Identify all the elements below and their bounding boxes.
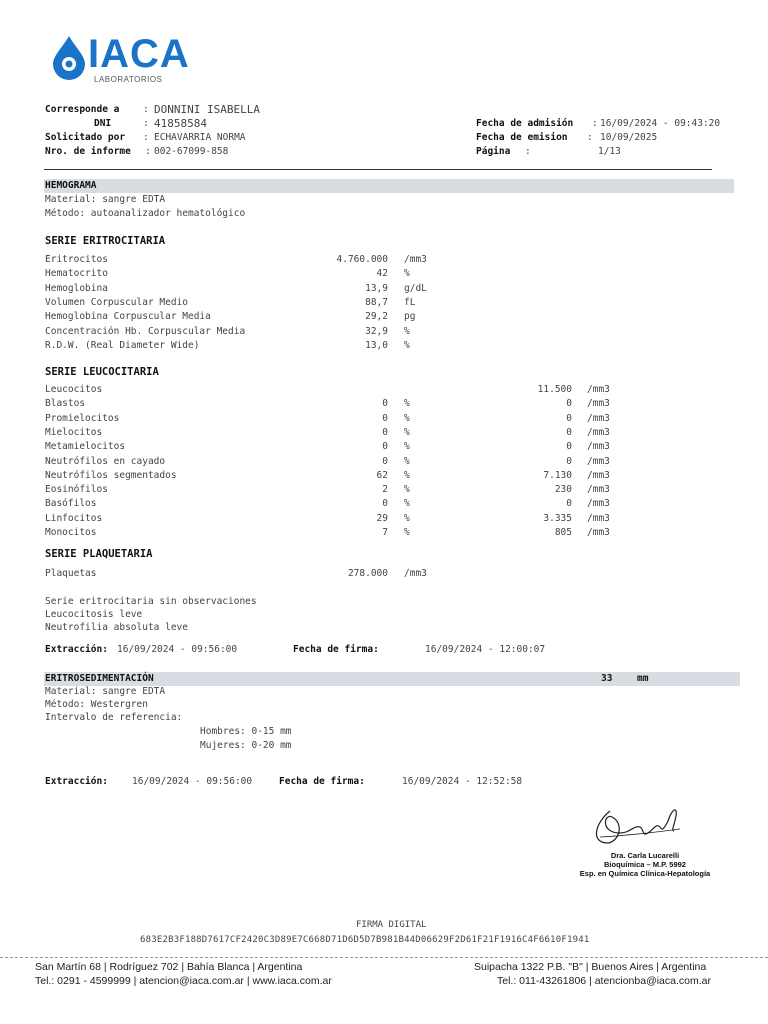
drop-icon bbox=[50, 34, 88, 80]
leuco-row-pct-unit: % bbox=[404, 512, 410, 524]
date-colon: : bbox=[592, 118, 598, 129]
signer-block bbox=[560, 851, 730, 878]
patient-label: Corresponde a bbox=[45, 104, 120, 115]
leuco-row-pct-unit: % bbox=[404, 398, 410, 410]
observation-line: Leucocitosis leve bbox=[45, 609, 143, 620]
eritro-row-name: Hematocrito bbox=[45, 268, 108, 280]
signer-name: Dra. Carla Lucarelli bbox=[610, 851, 680, 860]
date-label: Fecha de emision bbox=[476, 132, 568, 143]
eritro-row-unit: fL bbox=[404, 296, 416, 308]
eritro-row-name: Eritrocitos bbox=[45, 254, 108, 265]
leuco-row-name: Promielocitos bbox=[45, 412, 120, 424]
leuco-row-name: Blastos bbox=[45, 398, 86, 410]
patient-colon: : bbox=[143, 104, 149, 115]
firma-label: Fecha de firma: bbox=[293, 644, 379, 655]
date-value: 1/13 bbox=[598, 146, 621, 157]
eritro-row-value: 42 bbox=[376, 268, 388, 280]
signer-specialty: Esp. en Química Clínica-Hepatología bbox=[579, 869, 711, 878]
eritro-row-value: 4.760.000 bbox=[336, 254, 388, 265]
patient-label: Solicitado por bbox=[45, 132, 126, 143]
leuco-row-abs-unit: /mm3 bbox=[587, 498, 610, 510]
leuco-row-pct: 0 bbox=[382, 455, 388, 467]
footer-divider bbox=[0, 957, 768, 958]
date-colon: : bbox=[587, 132, 593, 143]
date-value: 10/09/2025 bbox=[600, 132, 658, 143]
eritro-row-name: R.D.W. (Real Diameter Wide) bbox=[45, 339, 200, 351]
observation-line: Neutrofilia absoluta leve bbox=[45, 622, 188, 633]
leuco-row-name: Neutrófilos segmentados bbox=[45, 469, 177, 481]
leuco-row-abs-unit: /mm3 bbox=[587, 398, 610, 410]
leuco-row-abs-unit: /mm3 bbox=[587, 469, 610, 481]
leuco-row-abs-unit: /mm3 bbox=[587, 455, 610, 467]
leuco-row-pct: 0 bbox=[382, 498, 388, 510]
patient-label: DNI bbox=[94, 118, 112, 129]
eritro-row-unit: /mm3 bbox=[404, 254, 427, 265]
leuco-row-pct: 2 bbox=[382, 484, 388, 496]
leuco-row-abs-unit: /mm3 bbox=[587, 484, 610, 496]
eritro-row-unit: % bbox=[404, 268, 410, 280]
leuco-row-abs: 3.335 bbox=[543, 512, 572, 524]
leuco-row-pct: 0 bbox=[382, 426, 388, 438]
plaquetas-value: 278.000 bbox=[347, 568, 388, 579]
date-label: Página bbox=[476, 146, 511, 157]
patient-value: 41858584 bbox=[154, 117, 207, 130]
hemograma-method: Método: autoanalizador hematológico bbox=[45, 208, 246, 219]
leuco-row-pct-unit: % bbox=[404, 412, 410, 424]
firma2-value: 16/09/2024 - 12:52:58 bbox=[402, 776, 523, 787]
leuco-row-pct-unit: % bbox=[404, 469, 410, 481]
eritrosed-value: 33 bbox=[601, 673, 613, 684]
eritrosed-material: Material: sangre EDTA bbox=[45, 686, 166, 697]
plaquetas-unit: /mm3 bbox=[404, 568, 427, 579]
leuco-row-abs-unit: /mm3 bbox=[587, 412, 610, 424]
eritro-row-name: Volumen Corpuscular Medio bbox=[45, 296, 188, 308]
leuco-row-name: Eosinófilos bbox=[45, 484, 108, 496]
eritro-row-value: 13,9 bbox=[365, 282, 388, 294]
header-divider bbox=[44, 169, 712, 170]
signer-title: Bioquímica – M.P. 5992 bbox=[604, 860, 686, 869]
leuco-row-name: Leucocitos bbox=[45, 384, 103, 395]
footer-address-bsas: Suipacha 1322 P.B. "B" | Buenos Aires | Argentina bbox=[474, 961, 707, 973]
eritrosed-ref-label: Intervalo de referencia: bbox=[45, 712, 183, 723]
leuco-row-pct: 0 bbox=[382, 441, 388, 453]
eritrosed-ref-men: Hombres: 0-15 mm bbox=[200, 726, 292, 737]
leuco-row-abs: 11.500 bbox=[537, 384, 572, 395]
leuco-row-abs: 805 bbox=[554, 527, 572, 538]
leuco-row-abs-unit: /mm3 bbox=[587, 441, 610, 453]
patient-colon: : bbox=[143, 132, 149, 143]
leuco-row-abs-unit: /mm3 bbox=[587, 426, 610, 438]
leuco-row-name: Basófilos bbox=[45, 498, 97, 510]
patient-value: ECHAVARRIA NORMA bbox=[154, 132, 246, 143]
leuco-row-pct-unit: % bbox=[404, 426, 410, 438]
extraccion2-label: Extracción: bbox=[45, 776, 108, 787]
eritro-row-name: Concentración Hb. Corpuscular Media bbox=[45, 325, 246, 337]
eritro-row-unit: % bbox=[404, 339, 410, 351]
logo-subtitle: LABORATORIOS bbox=[94, 75, 163, 84]
firma2-label: Fecha de firma: bbox=[279, 776, 365, 787]
leuco-row-pct-unit: % bbox=[404, 455, 410, 467]
leuco-row-abs-unit: /mm3 bbox=[587, 527, 610, 538]
leuco-row-abs: 0 bbox=[566, 426, 572, 438]
patient-value: DONNINI ISABELLA bbox=[154, 103, 260, 116]
footer-contact-bsas: Tel.: 011-43261806 | atencionba@iaca.com.ar bbox=[497, 975, 711, 987]
eritrosed-unit: mm bbox=[637, 673, 649, 684]
eritro-row-unit: g/dL bbox=[404, 282, 427, 294]
leuco-row-pct: 29 bbox=[376, 512, 388, 524]
footer-contact-bahia: Tel.: 0291 - 4599999 | atencion@iaca.com.ar | www.iaca.com.ar bbox=[35, 975, 332, 987]
eritro-row-value: 29,2 bbox=[365, 311, 388, 323]
leuco-row-abs: 7.130 bbox=[543, 469, 572, 481]
digital-signature-hash: 683E2B3F188D7617CF2420C3D89E7C668D71D6D5D7B981B44D06629F2D61F21F1916C4F6610F1941 bbox=[140, 935, 590, 945]
section-title-hemograma: HEMOGRAMA bbox=[45, 180, 97, 191]
leuco-row-name: Monocitos bbox=[45, 527, 97, 538]
handwritten-signature bbox=[590, 803, 690, 853]
eritrosed-method: Método: Westergren bbox=[45, 699, 148, 710]
leuco-row-abs: 0 bbox=[566, 441, 572, 453]
section-bar-hemograma bbox=[44, 179, 734, 193]
leuco-row-abs-unit: /mm3 bbox=[587, 512, 610, 524]
eritro-row-value: 88,7 bbox=[365, 296, 388, 308]
patient-colon: : bbox=[145, 146, 151, 157]
leuco-row-abs: 0 bbox=[566, 455, 572, 467]
eritro-row-unit: pg bbox=[404, 311, 416, 323]
logo-name: IACA bbox=[88, 32, 190, 76]
footer-address-bahia: San Martín 68 | Rodríguez 702 | Bahía Blanca | Argentina bbox=[35, 961, 303, 973]
patient-colon: : bbox=[143, 118, 149, 129]
observation-line: Serie eritrocitaria sin observaciones bbox=[45, 596, 257, 607]
leuco-row-name: Mielocitos bbox=[45, 426, 103, 438]
leuco-row-pct: 7 bbox=[382, 527, 388, 538]
leuco-row-name: Metamielocitos bbox=[45, 441, 126, 453]
eritro-row-value: 13,0 bbox=[365, 339, 388, 351]
leuco-row-abs-unit: /mm3 bbox=[587, 384, 610, 395]
eritro-row-value: 32,9 bbox=[365, 325, 388, 337]
leuco-row-pct: 62 bbox=[376, 469, 388, 481]
leuco-row-abs: 0 bbox=[566, 412, 572, 424]
extraccion2-value: 16/09/2024 - 09:56:00 bbox=[132, 776, 253, 787]
leuco-row-name: Linfocitos bbox=[45, 512, 103, 524]
date-label: Fecha de admisión bbox=[476, 118, 574, 129]
firma-value: 16/09/2024 - 12:00:07 bbox=[425, 644, 546, 655]
leuco-row-pct-unit: % bbox=[404, 498, 410, 510]
leuco-row-pct: 0 bbox=[382, 412, 388, 424]
leuco-row-name: Neutrófilos en cayado bbox=[45, 455, 166, 467]
leuco-row-abs: 0 bbox=[566, 498, 572, 510]
extraccion-value: 16/09/2024 - 09:56:00 bbox=[117, 644, 238, 655]
eritro-row-name: Hemoglobina bbox=[45, 282, 108, 294]
date-value: 16/09/2024 - 09:43:20 bbox=[600, 118, 721, 129]
leuco-row-pct: 0 bbox=[382, 398, 388, 410]
leuco-row-pct-unit: % bbox=[404, 527, 410, 538]
leuco-row-abs: 0 bbox=[566, 398, 572, 410]
leuco-row-pct-unit: % bbox=[404, 441, 410, 453]
leuco-row-pct-unit: % bbox=[404, 484, 410, 496]
eritro-row-unit: % bbox=[404, 325, 410, 337]
eritrosed-ref-women: Mujeres: 0-20 mm bbox=[200, 740, 292, 751]
digital-signature-label: FIRMA DIGITAL bbox=[356, 920, 427, 930]
patient-label: Nro. de informe bbox=[45, 146, 131, 157]
serie-leucocitaria-title: SERIE LEUCOCITARIA bbox=[45, 366, 159, 378]
date-colon: : bbox=[525, 146, 531, 157]
extraccion-label: Extracción: bbox=[45, 644, 108, 655]
patient-value: 002-67099-858 bbox=[154, 146, 229, 157]
section-title-eritrosed: ERITROSEDIMENTACIÓN bbox=[45, 673, 154, 684]
plaquetas-name: Plaquetas bbox=[45, 568, 97, 579]
serie-eritrocitaria-title: SERIE ERITROCITARIA bbox=[45, 235, 166, 247]
eritro-row-name: Hemoglobina Corpuscular Media bbox=[45, 311, 211, 323]
hemograma-material: Material: sangre EDTA bbox=[45, 194, 166, 205]
leuco-row-abs: 230 bbox=[554, 484, 572, 496]
serie-plaquetaria-title: SERIE PLAQUETARIA bbox=[45, 548, 153, 560]
